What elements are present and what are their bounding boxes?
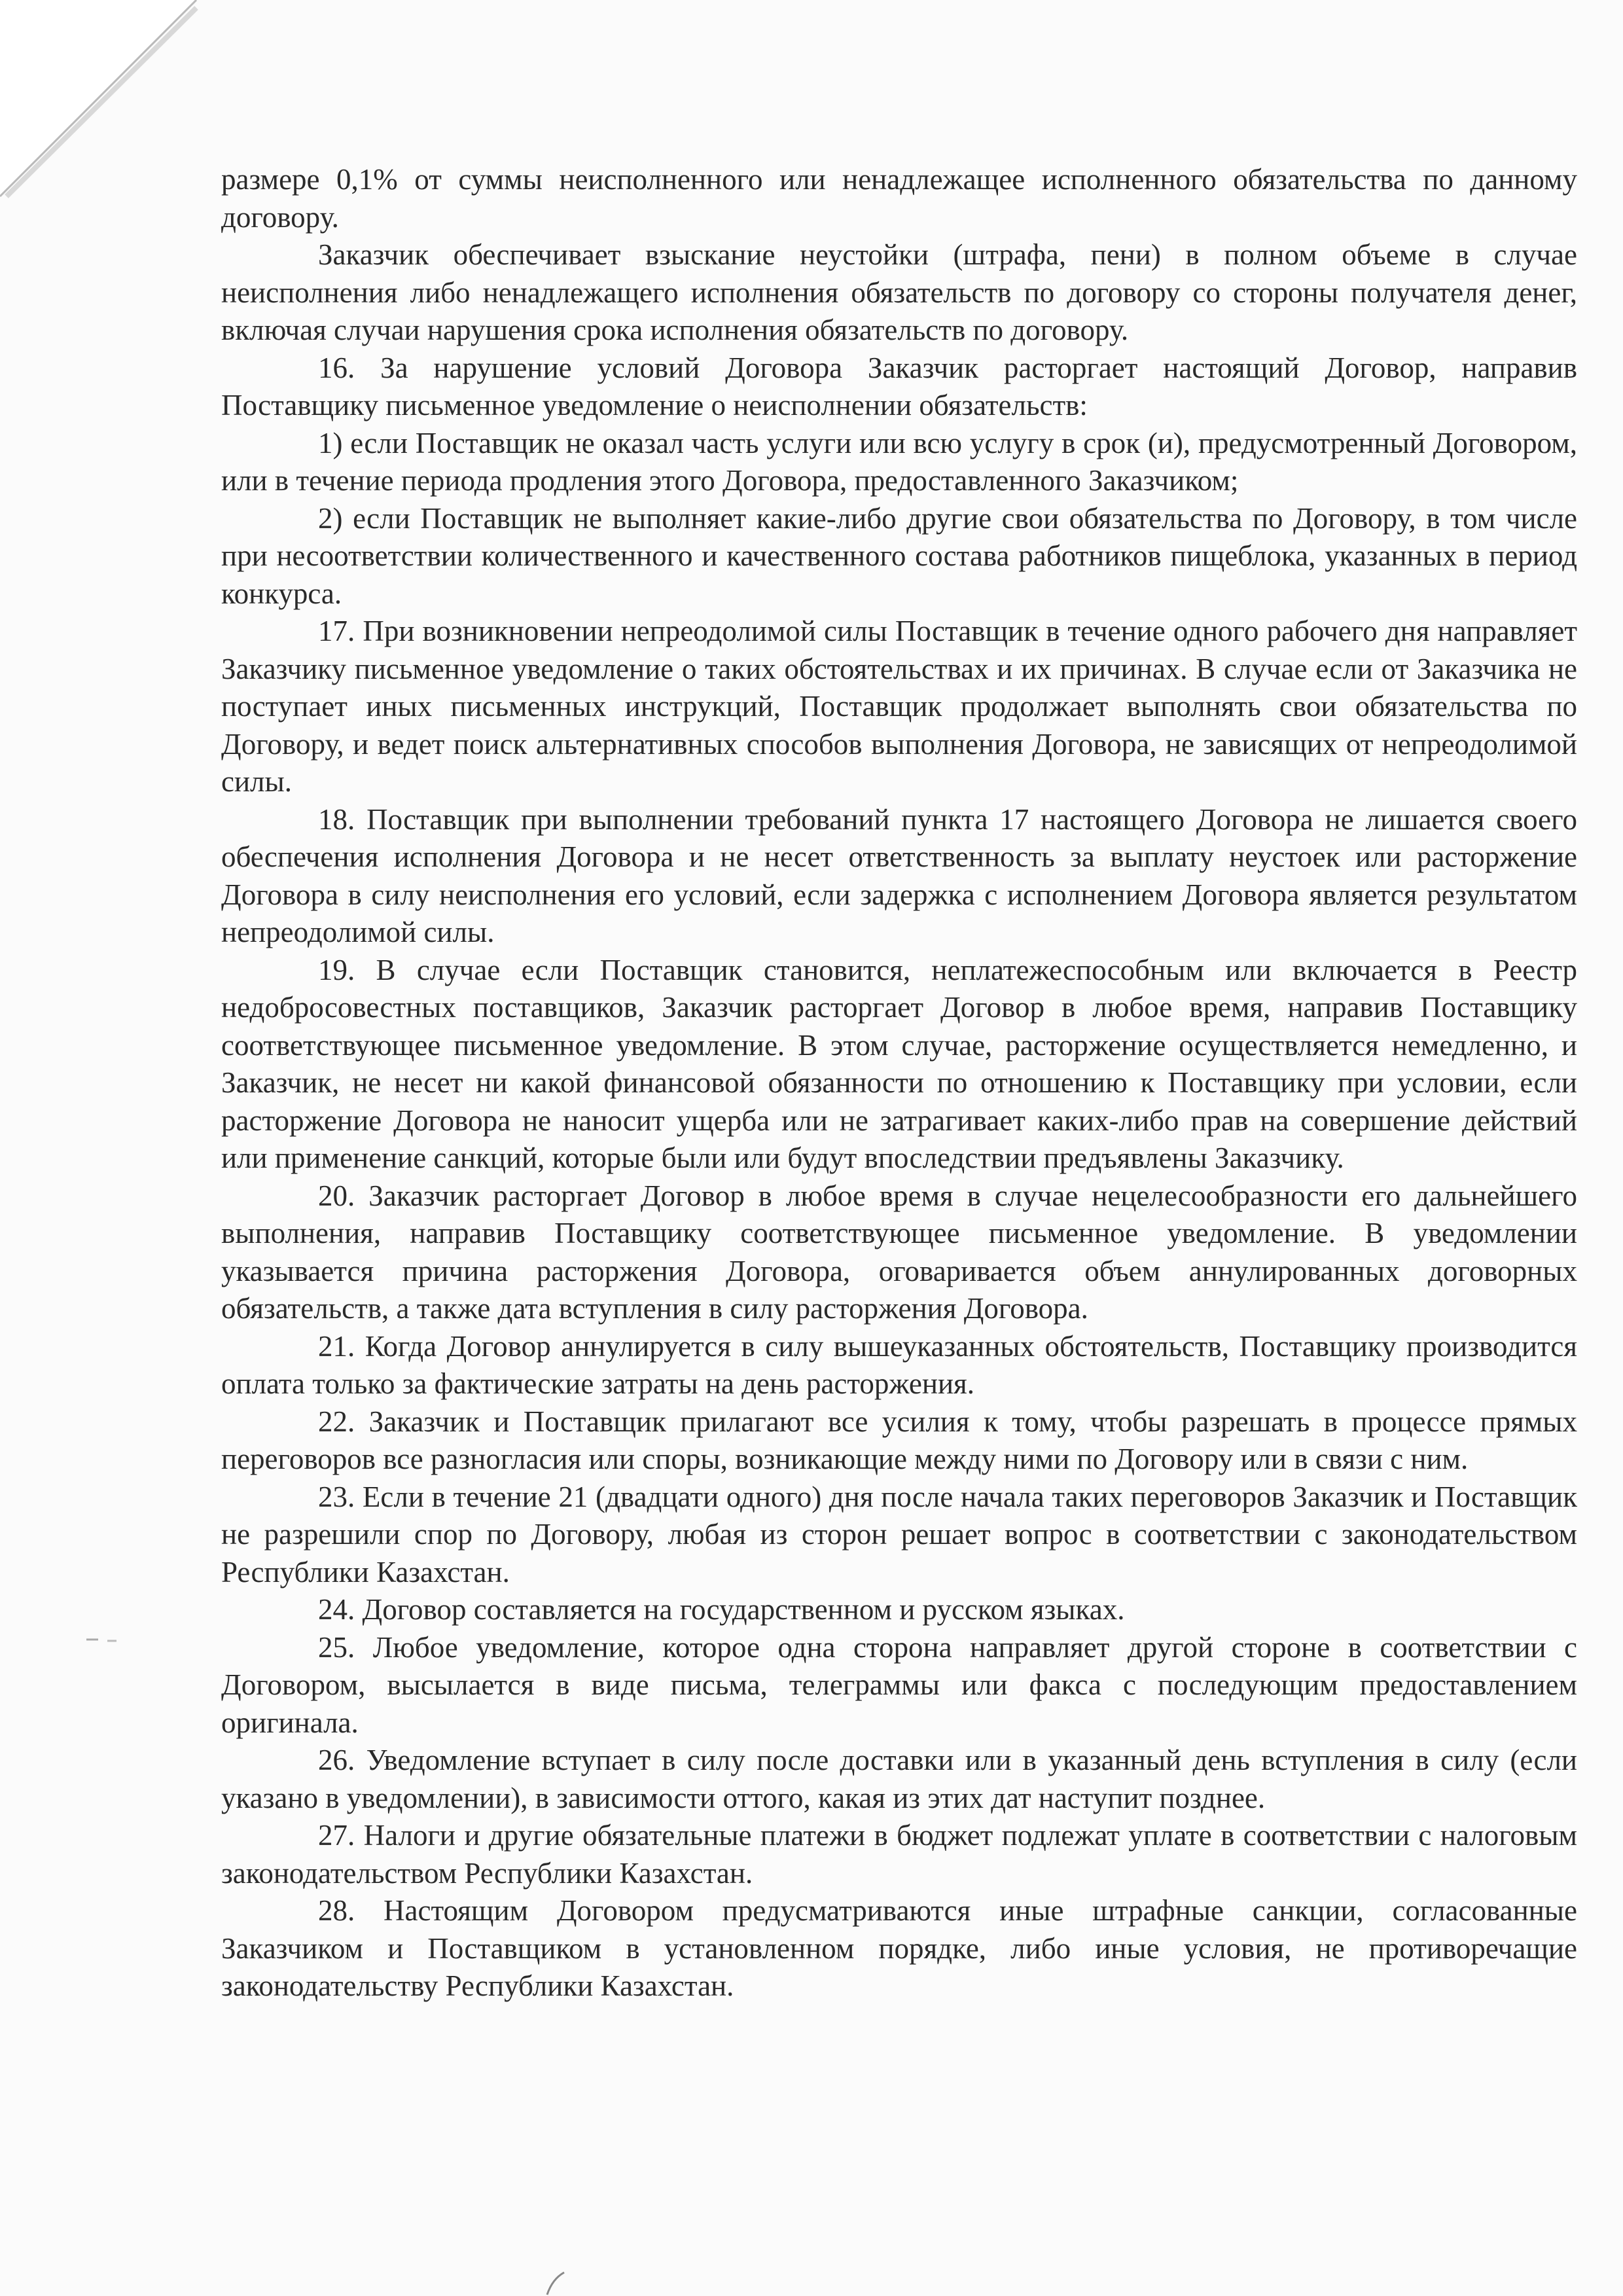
clause-17: 17. При возникновении непреодолимой силы Поставщик в течение одного рабочего дня направляет Заказчику письменное уведомление о таких обстоятельствах и их причинах. В случае если от Заказчика не поступает иных письменных инструкций, Поставщик продолжает выполнять свои обязательства по Договору, и ведет поиск альтернативных способов выполнения Договора, не зависящих от непреодолимой силы. <box>221 615 1577 798</box>
clause-27: 27. Налоги и другие обязательные платежи в бюджет подлежат уплате в соответствии с налоговым законодательством Республики Казахстан. <box>221 1819 1577 1890</box>
scan-speck <box>85 1633 124 1646</box>
clause-20: 20. Заказчик расторгает Договор в любое время в случае нецелесообразности его дальнейшего выполнения, направив Поставщику соответствующее письменное уведомление. В уведомлении указывается причина расторжения Договора, оговаривается объем аннулированных договорных обязательств, а также дата вступления в силу расторжения Договора. <box>221 1179 1577 1325</box>
clause-25: 25. Любое уведомление, которое одна сторона направляет другой стороне в соответствии с Договором, высылается в виде письма, телеграммы или факса с последующим предоставлением оригинала. <box>221 1630 1577 1739</box>
clause-28: 28. Настоящим Договором предусматриваются иные штрафные санкции, согласованные Заказчиком и Поставщиком в установленном порядке, либо иные условия, не противоречащие законодательству Республики Казахстан. <box>221 1894 1577 2002</box>
clause-16-item-2: 2) если Поставщик не выполняет какие-либо другие свои обязательства по Договору, в том числе при несоответствии количественного и качественного состава работников пищеблока, указанных в период конкурса. <box>221 501 1577 610</box>
clause-23: 23. Если в течение 21 (двадцати одного) дня после начала таких переговоров Заказчик и Поставщик не разрешили спор по Договору, любая из сторон решает вопрос в соответствии с законодательством Республики Казахстан. <box>221 1480 1577 1588</box>
paragraph-continuation: размере 0,1% от суммы неисполненного или ненадлежащее исполненного обязательства по данному договору. <box>221 163 1577 234</box>
scan-mark-bottom <box>543 2271 569 2296</box>
clause-22: 22. Заказчик и Поставщик прилагают все усилия к тому, чтобы разрешать в процессе прямых переговоров все разногласия или споры, возникающие между ними по Договору или в связи с ним. <box>221 1405 1577 1475</box>
clause-18: 18. Поставщик при выполнении требований пункта 17 настоящего Договора не лишается своего обеспечения исполнения Договора и не несет ответственность за выплату неустоек или расторжение Договора в силу неисполнения его условий, если задержка с исполнением Договора является результатом непреодолимой силы. <box>221 802 1577 948</box>
clause-16-item-1: 1) если Поставщик не оказал часть услуги или всю услугу в срок (и), предусмотренный Договором, или в течение периода продления этого Договора, предоставленного Заказчиком; <box>221 426 1577 497</box>
clause-24: 24. Договор составляется на государственном и русском языках. <box>318 1593 1125 1626</box>
contract-text <box>221 161 1577 2005</box>
clause-21: 21. Когда Договор аннулируется в силу вышеуказанных обстоятельств, Поставщику производится оплата только за фактические затраты на день расторжения. <box>221 1329 1577 1400</box>
clause-26: 26. Уведомление вступает в силу после доставки или в указанный день вступления в силу (если указано в уведомлении), в зависимости оттого, какая из этих дат наступит позднее. <box>221 1744 1577 1814</box>
paragraph-penalty-collection: Заказчик обеспечивает взыскание неустойки (штрафа, пени) в полном объеме в случае неисполнения либо ненадлежащего исполнения обязательств по договору со стороны получателя денег, включая случаи нарушения срока исполнения обязательств по договору. <box>221 238 1577 346</box>
clause-19: 19. В случае если Поставщик становится, неплатежеспособным или включается в Реестр недобросовестных поставщиков, Заказчик расторгает Договор в любое время, направив Поставщику соответствующее письменное уведомление. В этом случае, расторжение осуществляется немедленно, и Заказчик, не несет ни какой финансовой обязанности по отношению к Поставщику при условии, если расторжение Договора не наносит ущерба или не затрагивает каких-либо прав на совершение действий или применение санкций, которые были или будут впоследствии предъявлены Заказчику. <box>221 953 1577 1174</box>
clause-16: 16. За нарушение условий Договора Заказчик расторгает настоящий Договор, направив Поставщику письменное уведомление о неисполнении обязательств: <box>221 351 1577 422</box>
folded-corner-shadow <box>0 0 209 209</box>
